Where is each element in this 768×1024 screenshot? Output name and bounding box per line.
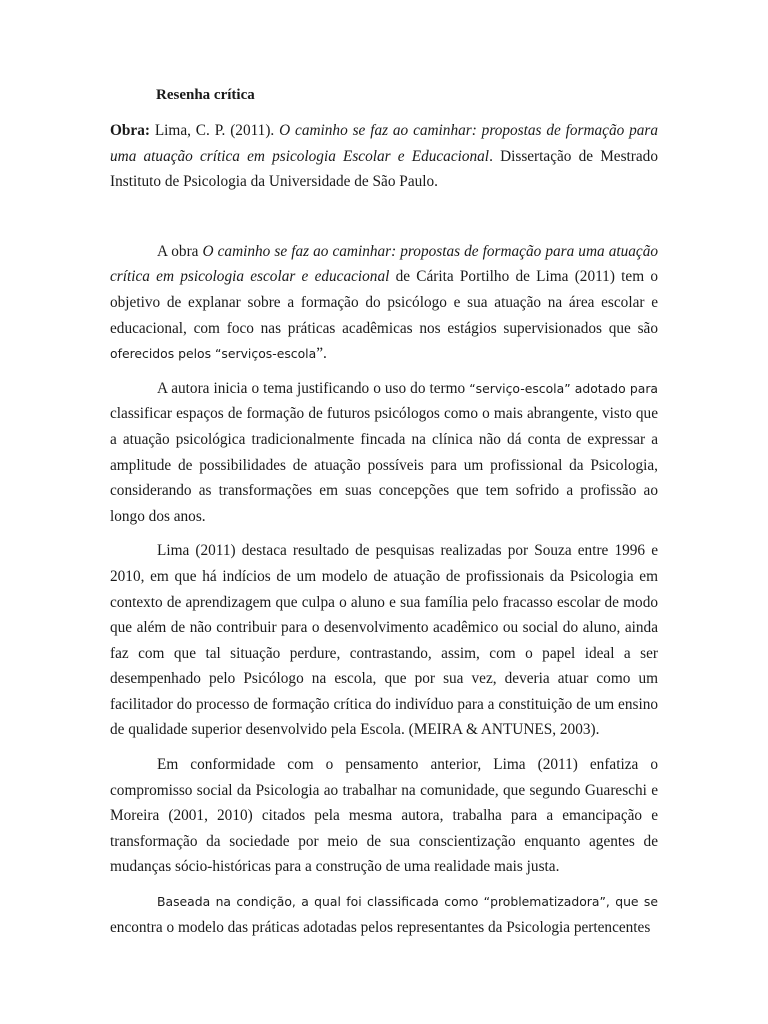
paragraph-2-part-b: “serviço-escola” adotado para <box>469 380 659 396</box>
paragraph-1 <box>110 239 658 367</box>
paragraph-2-part-c: classificar espaços de formação de futuros psicólogos como o mais abrangente, visto que a atuação psicológica tradicionalmente fincada na clínica não dá conta de expressar a amplitude de possibilidades de atuação possíveis para um profissional da Psicologia, considerando as transformações em suas concepções que tem sofrido a profissão ao longo dos anos. <box>110 405 658 525</box>
paragraph-1-part-a: A obra <box>157 242 199 260</box>
paragraph-5-part-b: encontra o modelo das práticas adotadas pelos representantes da Psicologia pertencentes <box>110 918 651 936</box>
reference-details: . Dissertação de Mestrado Instituto de Psicologia da Universidade de São Paulo. <box>110 147 658 191</box>
paragraph-5 <box>110 889 658 940</box>
reference-authors: Lima, C. P. (2011). <box>154 122 275 139</box>
document-title: Resenha crítica <box>156 87 255 103</box>
reference-label: Obra: <box>110 122 150 139</box>
paragraph-3: Lima (2011) destaca resultado de pesquisas realizadas por Souza entre 1996 e 2010, em que há indícios de um modelo de atuação de profissionais da Psicologia em contexto de aprendizagem que culpa o aluno e sua família pelo fracasso escolar de modo que além de não contribuir para o desenvolvimento acadêmico ou social do aluno, ainda faz com que tal situação perdure, contrastando, assim, com o papel ideal a ser desempenhado pelo Psicólogo na escola, que por sua vez, deveria atuar como um facilitador do processo de formação crítica do indivíduo para a constituição de um ensino de qualidade superior desenvolvido pela Escola. (MEIRA & ANTUNES, 2003). <box>110 542 658 739</box>
paragraph-2 <box>110 376 658 530</box>
reference-paragraph <box>110 118 658 195</box>
paragraph-1-book-title: O caminho se faz ao caminhar: propostas de formação para uma atuação crítica em psicologia escolar e educacional <box>110 242 658 286</box>
paragraph-4: Em conformidade com o pensamento anterior, Lima (2011) enfatiza o compromisso social da Psicologia ao trabalhar na comunidade, que segundo Guareschi e Moreira (2001, 2010) citados pela mesma autora, trabalha para a emancipação e transformação da sociedade por meio de sua conscientização enquanto agentes de mudanças sócio-históricas para a construção de uma realidade mais justa. <box>110 756 658 876</box>
paragraph-5-part-a: Baseada na condição, a qual foi classificada como “problematizadora”, que se <box>157 894 658 910</box>
paragraph-2-part-a: A autora inicia o tema justificando o uso do termo <box>157 379 466 397</box>
paragraph-1-part-d: oferecidos pelos “serviços-escola <box>110 346 317 362</box>
paragraph-1-part-e: ”. <box>316 345 327 363</box>
document-page <box>110 84 658 949</box>
reference-work-title: O caminho se faz ao caminhar: propostas de formação para uma atuação crítica em psicologia Escolar e Educacional <box>110 122 659 165</box>
paragraph-1-part-c: de Cárita Portilho de Lima (2011) tem o objetivo de explanar sobre a formação do psicólogo e sua atuação na área escolar e educacional, com foco nas práticas acadêmicas nos estágios supervisionados que são <box>110 268 659 337</box>
